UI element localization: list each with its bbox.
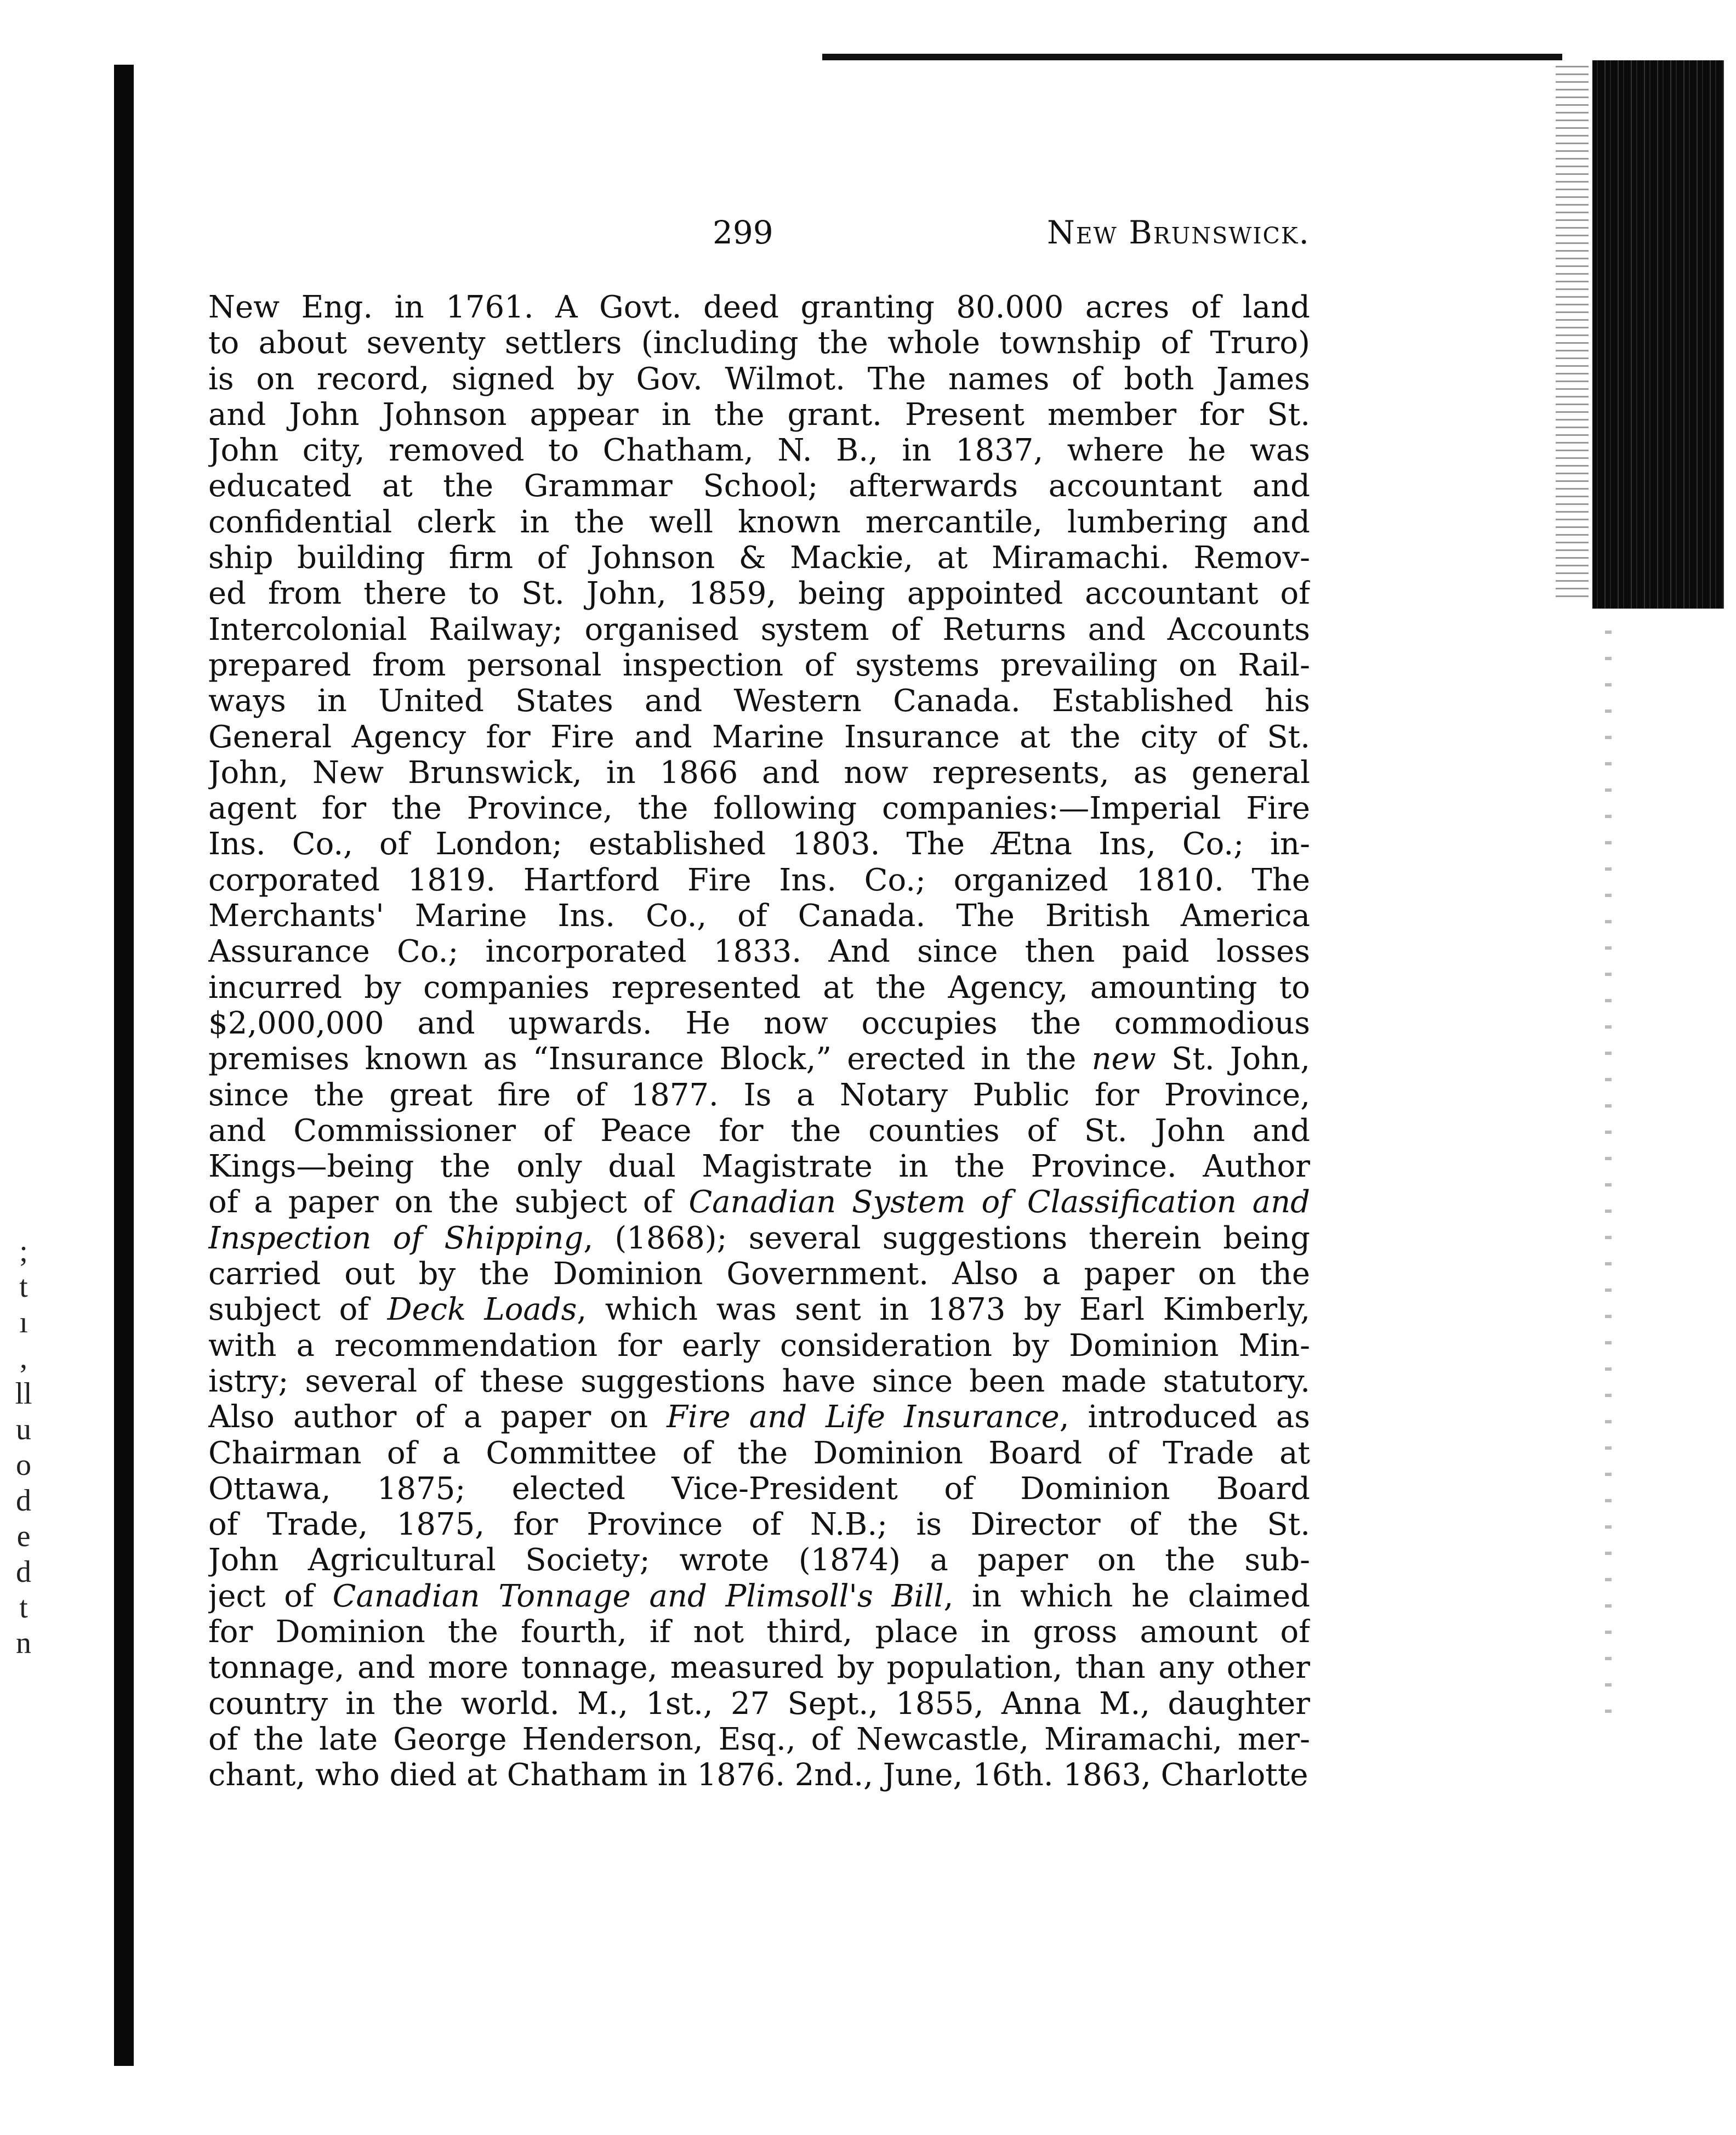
margin-fragment: o [16, 1448, 31, 1482]
text-line: prepared from personal inspection of systems prevailing on Rail- [208, 647, 1310, 683]
margin-fragment: d [16, 1555, 31, 1589]
text-line: Ottawa, 1875; elected Vice-President of Dominion Board [208, 1470, 1310, 1507]
running-head: New Brunswick. [1046, 214, 1310, 251]
text-line: ed from there to St. John, 1859, being appointed accountant of [208, 576, 1310, 612]
text-line: tonnage, and more tonnage, measured by population, than any other [208, 1650, 1310, 1686]
text-line: to about seventy settlers (including the whole township of Truro) [208, 325, 1310, 361]
text-line: ways in United States and Western Canada. Established his [208, 683, 1310, 719]
text-line: of Trade, 1875, for Province of N.B.; is Director of the St. [208, 1507, 1310, 1543]
text-line: with a recommendation for early consideration by Dominion Min- [208, 1327, 1310, 1364]
text-line: istry; several of these suggestions have since been made statutory. [208, 1363, 1310, 1399]
margin-fragment: d [16, 1484, 31, 1518]
scan-edge-fringe [1556, 66, 1589, 603]
text-line: since the great fire of 1877. Is a Notary Public for Province, [208, 1077, 1310, 1113]
text-line: of a paper on the subject of Canadian System of Classification and [208, 1184, 1310, 1220]
italic-title: Fire and Life Insurance [667, 1399, 1060, 1435]
text-line: Also author of a paper on Fire and Life Insurance, introduced as [208, 1399, 1310, 1435]
italic-title: Deck Loads [387, 1292, 577, 1328]
page-top-rule [822, 54, 1562, 60]
body-paragraph [208, 289, 1310, 1793]
text-line: premises known as “Insurance Block,” erected in the new St. John, [208, 1041, 1310, 1077]
text-line: ject of Canadian Tonnage and Plimsoll's Bill, in which he claimed [208, 1578, 1310, 1614]
margin-fragment: , [20, 1341, 27, 1375]
margin-fragment: t [19, 1591, 28, 1625]
italic-title: Canadian System of Classification and [688, 1184, 1310, 1220]
text-line: Inspection of Shipping, (1868); several suggestions therein being [208, 1220, 1310, 1256]
text-line: agent for the Province, the following companies:—Imperial Fire [208, 791, 1310, 827]
text-line: of the late George Henderson, Esq., of Newcastle, Miramachi, mer- [208, 1721, 1310, 1757]
text-line: corporated 1819. Hartford Fire Ins. Co.; organized 1810. The [208, 862, 1310, 898]
text-line: and John Johnson appear in the grant. Present member for St. [208, 396, 1310, 433]
text-line: John city, removed to Chatham, N. B., in 1837, where he was [208, 433, 1310, 469]
italic-title: Inspection of Shipping [208, 1220, 584, 1256]
text-line: country in the world. M., 1st., 27 Sept., 1855, Anna M., daughter [208, 1685, 1310, 1722]
scan-edge-specks [1605, 631, 1612, 1727]
text-line: subject of Deck Loads, which was sent in 1873 by Earl Kimberly, [208, 1292, 1310, 1328]
text-line: New Eng. in 1761. A Govt. deed granting 80.000 acres of land [208, 289, 1310, 325]
facing-page-margin-fragments [4, 1234, 43, 1661]
margin-fragment: e [16, 1519, 31, 1553]
text-line: General Agency for Fire and Marine Insurance at the city of St. [208, 719, 1310, 755]
text-line: Merchants' Marine Ins. Co., of Canada. The British America [208, 898, 1310, 934]
text-line: Assurance Co.; incorporated 1833. And since then paid losses [208, 934, 1310, 970]
text-line: incurred by companies represented at the Agency, amounting to [208, 969, 1310, 1006]
text-line: educated at the Grammar School; afterwards accountant and [208, 468, 1310, 504]
margin-fragment: ı [19, 1305, 28, 1339]
binding-shadow [114, 65, 134, 2066]
text-line: and Commissioner of Peace for the counties of St. John and [208, 1112, 1310, 1149]
text-line: chant, who died at Chatham in 1876. 2nd., June, 16th. 1863, Charlotte [208, 1757, 1308, 1793]
text-line: John, New Brunswick, in 1866 and now represents, as general [208, 754, 1310, 791]
margin-fragment: t [19, 1270, 28, 1304]
margin-fragment: ll [15, 1377, 32, 1411]
page-header [208, 214, 1310, 258]
text-line: Kings—being the only dual Magistrate in the Province. Author [208, 1149, 1310, 1185]
italic-title: Canadian Tonnage and Plimsoll's Bill [332, 1578, 944, 1614]
text-line: Intercolonial Railway; organised system of Returns and Accounts [208, 611, 1310, 648]
text-line: carried out by the Dominion Government. Also a paper on the [208, 1256, 1310, 1292]
margin-fragment: u [16, 1412, 31, 1446]
text-line: John Agricultural Society; wrote (1874) a paper on the sub- [208, 1542, 1310, 1578]
text-line: Ins. Co., of London; established 1803. The Ætna Ins, Co.; in- [208, 826, 1310, 862]
text-line: is on record, signed by Gov. Wilmot. The names of both James [208, 361, 1310, 397]
text-line: $2,000,000 and upwards. He now occupies the commodious [208, 1005, 1310, 1041]
text-line: confidential clerk in the well known mercantile, lumbering and [208, 504, 1310, 540]
text-line: Chairman of a Committee of the Dominion Board of Trade at [208, 1435, 1310, 1471]
text-line: ship building firm of Johnson & Mackie, at Miramachi. Remov- [208, 540, 1310, 576]
margin-fragment: n [16, 1626, 31, 1660]
scan-edge-shadow [1592, 60, 1724, 609]
margin-fragment: ; [19, 1234, 28, 1268]
text-line: for Dominion the fourth, if not third, place in gross amount of [208, 1614, 1310, 1650]
italic-title: new [1091, 1041, 1156, 1077]
page-number: 299 [713, 214, 773, 251]
